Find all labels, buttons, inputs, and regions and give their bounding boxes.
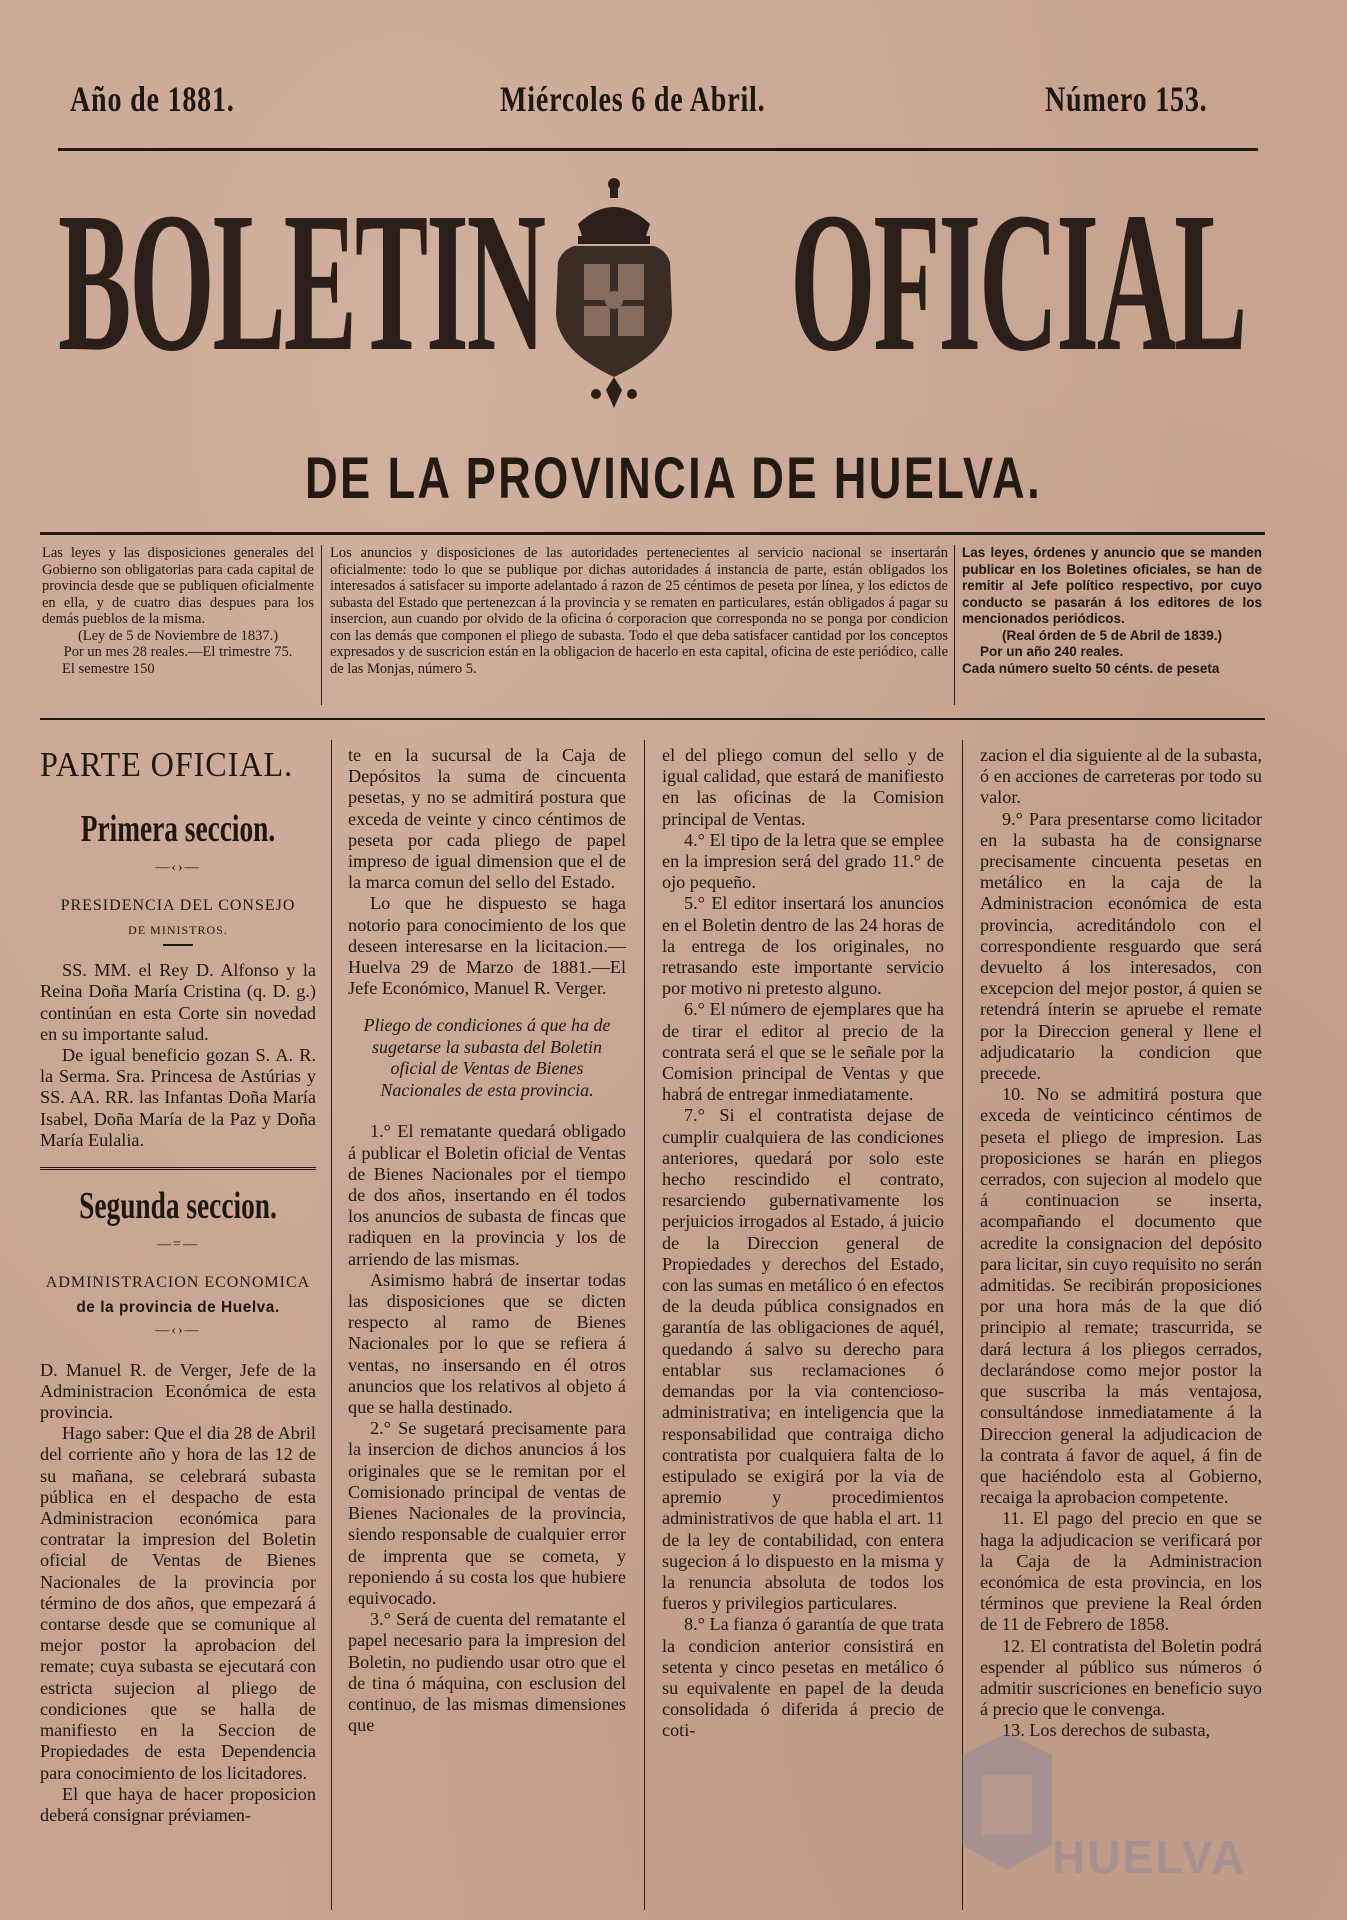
paragraph: Asimismo habrá de insertar todas las disposiciones que se dicten respecto al ramo de Bienes Nacionales por lo que se refiera á ventas, no insersando en él otros anuncios que los relativos al objeto á que se halla destinado. [348,1269,626,1418]
info-subscription [962,545,1262,677]
paragraph: 11. El pago del precio en que se haga la adjudicacion se verificará por la Caja de la Administracion económica de esta provincia, en los términos que previene la Real órden de 11 de Febrero de 1858. [980,1508,1262,1635]
double-rule [40,1167,316,1170]
provincia-heading: de la provincia de Huelva. [76,1299,280,1317]
subtitle-rule [40,532,1265,535]
presidencia-heading: PRESIDENCIA DEL CONSEJO [60,897,296,915]
info-announcements [330,545,948,677]
issue-header [70,78,1220,128]
paragraph: 13. Los derechos de subasta, [1002,1720,1211,1741]
info-subscription-text: Las leyes, órdenes y anuncio que se manden publicar en los Boletines oficiales, se han de remitir al Jefe político respectivo, por cuyo conducto se pasarán á los editores de los mencionados periódicos. [962,545,1262,626]
info-semestre: El semestre 150 [62,660,155,677]
segunda-seccion-heading: Segunda seccion. [79,1185,277,1228]
ornament: —‹›— [155,860,201,875]
info-divider-2 [954,545,955,705]
column-divider-2 [644,740,645,1910]
info-legal-notice [42,545,314,677]
paragraph: Lo que he dispuesto se haga notorio para conocimiento de los que deseen interesarse en la licitacion.—Huelva 29 de Marzo de 1881.—El Jefe Económico, Manuel R. Verger. [348,893,626,999]
info-announcements-text: Los anuncios y disposiciones de las autoridades pertenecientes al servicio nacional se insertarán oficialmente: todo lo que se publique por dichas autoridades á instancia de parte, están obligados los interesados á satisfacer su importe adelantado á razon de 25 céntimos de peseta por línea, y los edictos de subasta del Estado que pertenezcan á la provincia y se rematen en particulares, están obligados á pagar su insercion, aun cuando por olvido de la oficina ó corporacion que corresponda no se ponga por condicion con las demás que componen el pliego de subasta. Todo el que deba satisfacer cantidad por los conceptos expresados y de suscricion están en la obligacion de hacerlo en esta capital, oficina de este periódico, calle de las Monjas, número 5. [330,545,949,677]
info-single-price: Cada número suelto 50 cénts. de peseta [962,660,1220,676]
info-prices: Por un mes 28 reales.—El trimestre 75. [63,644,293,660]
header-rule [58,148,1258,151]
royal-coat-of-arms-icon [548,172,680,412]
masthead-subtitle: DE LA PROVINCIA DE HUELVA. [305,446,1042,511]
paragraph: zacion el dia siguiente al de la subasta, ó en acciones de carreteras por todo su valor. [980,745,1262,808]
short-rule [163,944,193,946]
masthead-title-right: OFICIAL [790,172,1246,393]
paragraph: te en la sucursal de la Caja de Depósitos la suma de cincuenta pesetas, y no se admitirá postura que exceda de veinte y cinco céntimos de peseta por cada pliego de papel impreso de igual dimension que el de la marca comun del sello del Estado. [348,745,626,893]
watermark-text: HUELVA [1052,1831,1247,1883]
administracion-heading: ADMINISTRACION ECONOMICA [45,1274,311,1292]
paragraph: 12. El contratista del Boletin podrá espender al público sus números ó admitir suscriciones en beneficio suyo á precio que le convenga. [980,1635,1262,1720]
info-legal-text: Las leyes y las disposiciones generales del Gobierno son obligatorias para cada capital de provincia desde que se publiquen oficialmente en ella, y de cuatro dias despues para los demás pueblos de la misma. [42,545,314,627]
column-4 [980,745,1262,1742]
info-real-orden: (Real órden de 5 de Abril de 1839.) [1001,627,1223,643]
paragraph: De igual beneficio gozan S. A. R. la Serma. Sra. Princesa de Astúrias y SS. AA. RR. las Infantas Doña María Isabel, Doña María de la Paz y Doña María Eulalia. [40,1045,316,1150]
paragraph: D. Manuel R. de Verger, Jefe de la Administracion Económica de esta provincia. [40,1359,316,1423]
issue-year: Año de 1881. [70,79,235,119]
issue-date: Miércoles 6 de Abril. [500,79,766,119]
paragraph: 10. No se admitirá postura que exceda de veinticinco céntimos de peseta el pliego de impresion. Las proposiciones se harán en pliegos cerrados, con sujecion al modelo que á continuacion se inserta, acompañando el documento que acredite la consignacion del depósito para licitar, sin cuyo requisito no serán admitidas. Se recibirán proposiciones por una hora más de la que dió principio al remate; trascurrida, se dará lectura á los pliegos cerrados, declarándose como mejor postor la que suscriba la más ventajosa, consultándose inmediatamente á la Direccion general la adjudicacion de la contrata á favor de aquel, á fin de que haciéndolo esta al Gobierno, recaiga la aprobacion competente. [980,1084,1262,1508]
library-logo-icon [952,1725,1062,1875]
ornament: —=— [157,1237,199,1253]
paragraph: 8.° La fianza ó garantía de que trata la condicion anterior consistirá en setenta y cinco pesetas en metálico ó su equivalente en papel de la deuda consolidada ó diferida á precio de coti- [662,1614,944,1741]
paragraph: 1.° El rematante quedará obligado á publicar el Boletin oficial de Ventas de Bienes Nacionales por el tiempo de dos años, insertando en él todos los anuncios de subasta de fincas que radiquen en la provincia y los de arriendo de las mismas. [348,1121,626,1269]
paragraph: 5.° El editor insertará los anuncios en el Boletin dentro de las 24 horas de la entrega de los originales, no retrasando este importante servicio por motivo ni pretesto alguno. [662,893,944,999]
column-divider-1 [331,740,332,1910]
paragraph: 7.° Si el contratista dejase de cumplir cualquiera de las condiciones anteriores, quedará por solo este hecho rescindido el contrato, resarciendo gubernativamente los perjuicios irrogados al Estado, á juicio de la Direccion general de Propiedades y derechos del Estado, con las sumas en metálico ó en efectos de la deuda pública consignados en garantía de las obligaciones de aquél, quedando á salvo su derecho para entablar sus reclamaciones ó demandas por la via contencioso-administrativa; en inteligencia que la responsabilidad que contraiga dicho contratista por cualquiera falta de lo estipulado se exigirá por la via de apremio y procedimientos administrativos de que habla el art. 11 de la ley de contabilidad, con entera sugecion á lo dispuesto en la misma y la renuncia absoluta de todos los fueros y privilegios particulares. [662,1105,944,1614]
library-watermark [952,1725,1282,1895]
paragraph: Hago saber: Que el dia 28 de Abril del corriente año y hora de las 12 de su mañana, se celebrará subasta pública en el despacho de esta Administracion económica para contratar la impresion del Boletin oficial de Ventas de Bienes Nacionales de la provincia por término de dos años, que empezará á contarse desde que se comunique al mejor postor la aprobacion del remate; cuya subasta se ejecutará con estricta sujecion al pliego de condiciones que se halla de manifiesto en la Seccion de Propiedades de esta Dependencia para conocimiento de los licitadores. [40,1423,316,1783]
paragraph: El que haya de hacer proposicion deberá consignar préviamen- [40,1783,316,1825]
parte-oficial-heading: PARTE OFICIAL. [40,745,294,784]
ministros-heading: DE MINISTROS. [128,923,228,938]
issue-number: Número 153. [1045,79,1208,119]
info-rule [40,718,1265,720]
paragraph: 2.° Se sugetará precisamente para la insercion de dichos anuncios á los originales que se le remitan por el Comisionado principal de ventas de Bienes Nacionales de la provincia, siendo responsable de cualquier error de imprenta que se cometa, y reponiendo á su costa los que hubiere equivocado. [348,1418,626,1608]
column-2 [348,745,626,1736]
masthead-title-left: BOLETIN [58,172,544,393]
paragraph: el del pliego comun del sello y de igual calidad, que estará de manifiesto en las oficinas de la Comision principal de Ventas. [662,745,944,829]
info-divider-1 [321,545,322,705]
paragraph: 3.° Será de cuenta del rematante el papel necesario para la impresion del Boletin, no pudiendo usar otro que el de tina ó máquina, con esclusion del continuo, de las mismas dimensiones que [348,1609,626,1736]
column-1 [40,745,316,1826]
primera-seccion-heading: Primera seccion. [80,808,276,850]
paragraph: 6.° El número de ejemplares que ha de tirar el editor al precio de la contrata será el que se le señale por la Comision principal de Ventas y que habrá de entregar inmediatamente. [662,999,944,1105]
paragraph: 9.° Para presentarse como licitador en la subasta ha de consignarse precisamente cincuenta pesetas en metálico en la caja de la Administracion económica de esta provincia, acreditándolo con el correspondiente resguardo que será devuelto á los interesados, con excepcion del mejor postor, á quien se retendrá ínterin se apruebe el remate por la Direccion general y llene el adjudicatario la condicion que precede. [980,808,1262,1084]
paragraph: SS. MM. el Rey D. Alfonso y la Reina Doña María Cristina (q. D. g.) continúan en esta Corte sin novedad en su importante salud. [40,960,316,1044]
ornament: —‹›— [155,1323,201,1339]
column-3 [662,745,944,1742]
info-annual-price: Por un año 240 reales. [980,644,1124,659]
paragraph: 4.° El tipo de la letra que se emplee en la impresion será del grado 11.° de ojo pequeño. [662,829,944,893]
pliego-heading: Pliego de condiciones á que ha de sugetarse la subasta del Boletin oficial de Ventas de Bienes Nacionales de esta provincia. [363,1015,611,1100]
info-ley: (Ley de 5 de Noviembre de 1837.) [77,627,279,644]
